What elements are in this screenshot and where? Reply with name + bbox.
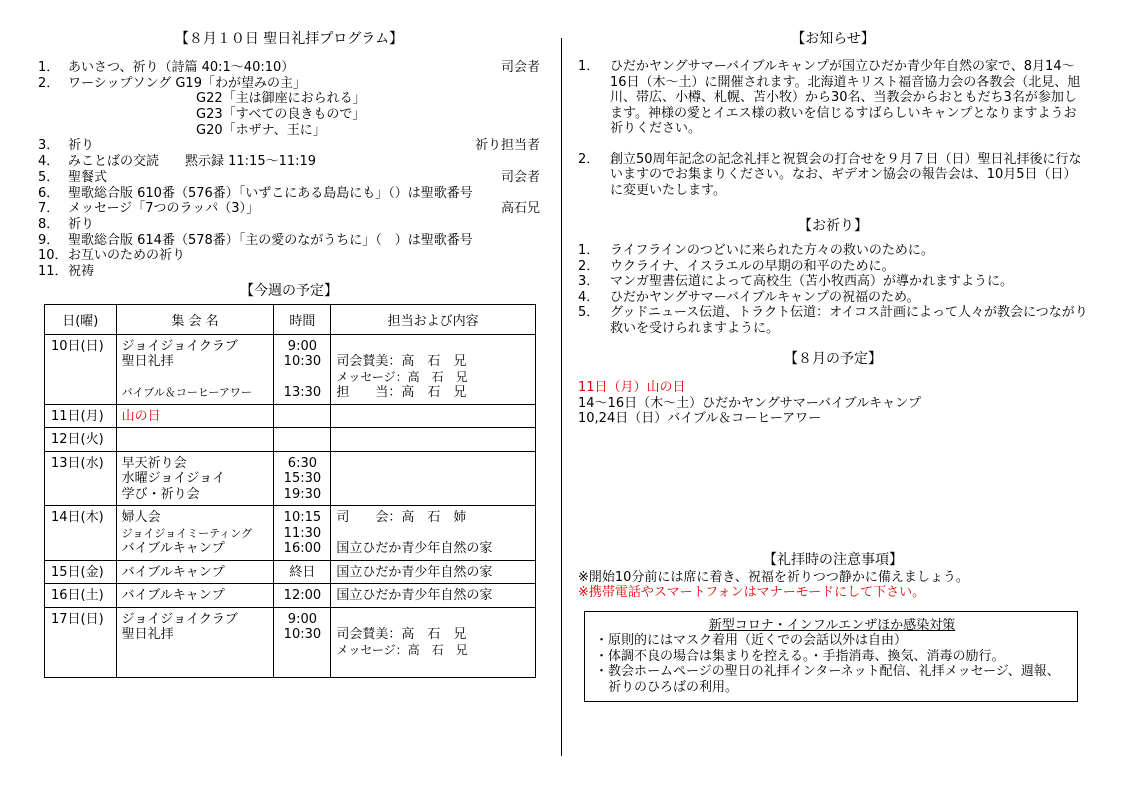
meeting-list — [117, 506, 274, 560]
header-details: 担当および内容 — [331, 304, 536, 334]
time-value — [279, 409, 325, 425]
details-text: 司会賛美：高 石 兄 — [336, 627, 467, 643]
weekly-title: 【今週の予定】 — [240, 282, 338, 299]
time-cell — [274, 607, 331, 677]
meeting-list — [117, 335, 274, 404]
meeting-name: 水曜ジョイジョイ — [121, 471, 226, 487]
program-item-number: 5． — [38, 169, 60, 185]
meeting-list — [117, 405, 274, 428]
program-item — [38, 233, 540, 249]
notices-list — [578, 59, 1088, 198]
program-item — [38, 91, 540, 107]
covid-title: 新型コロナ・インフルエンザほか感染対策 — [708, 617, 956, 633]
details-text — [336, 612, 530, 628]
time-value: 13:30 — [283, 385, 322, 401]
prayers-item-number: 4． — [578, 289, 600, 305]
program-item-text: 祈り — [68, 216, 95, 232]
meeting-cell — [116, 560, 274, 584]
covid-measure-item: ・体調不良の場合は集まりを控える。・手指消毒、換気、消毒の励行。 — [595, 648, 1005, 664]
covid-measure-item: ・教会ホームページの聖日の礼拝インターネット配信、礼拝メッセージ、週報、祈りのひろばの利用。 — [595, 664, 1060, 695]
day-label: 11日(月) — [51, 408, 104, 424]
prayers-item-text: グッドニュース伝道、トラクト伝道：オイコス計画によって人々が教会につながり救いを受けられますように。 — [610, 305, 1088, 336]
time-value: 11:30 — [283, 525, 322, 541]
header-meeting: 集 会 名 — [116, 304, 274, 334]
program-item-text: みことばの交読 黙示録 11:15～11:19 — [68, 154, 317, 170]
details-text — [336, 526, 530, 542]
day-label: 15日(金) — [51, 564, 104, 580]
day-cell — [45, 607, 117, 677]
prayers-item — [578, 274, 1088, 290]
day-label: 14日(木) — [51, 510, 104, 526]
notices-item-number: 1． — [578, 59, 600, 74]
meeting-cell — [116, 404, 274, 428]
notices-item-text: 創立50周年記念の記念礼拝と祝賀会の打合せを９月７日（日）聖日礼拝後に行ないますのでお集まりください。なお、ギデオン協会の報告会は、10月5日（日）に変更いたします。 — [610, 151, 1082, 198]
worship-note-line: ※携帯電話やスマートフォンはマナーモードにして下さい。 — [578, 585, 926, 600]
meeting-name — [122, 643, 269, 659]
program-item-text: G20「ホザナ、王に」 — [196, 122, 326, 138]
day-cell — [45, 506, 117, 561]
day-cell — [45, 334, 117, 404]
program-item — [38, 170, 540, 186]
header-time: 時間 — [274, 304, 331, 334]
meeting-cell — [116, 607, 274, 677]
program-item — [38, 107, 540, 123]
details-text — [336, 409, 530, 425]
day-label: 13日(水) — [51, 455, 104, 471]
meeting-name: バイブルキャンプ — [121, 588, 225, 604]
table-row — [45, 428, 536, 452]
program-item-number: 8． — [38, 216, 60, 232]
meeting-list — [117, 561, 274, 584]
program-item-text: 聖餐式 — [68, 169, 108, 185]
day-cell — [45, 404, 117, 428]
time-value: 9:00 — [287, 338, 317, 354]
august-schedule — [578, 380, 1088, 427]
prayers-item — [578, 290, 1088, 306]
program-item-number: 7． — [38, 201, 60, 217]
meeting-cell — [116, 334, 274, 404]
details-text: 担 当：高 石 兄 — [336, 385, 467, 401]
covid-measure-item: ・原則的にはマスク着用（近くでの会話以外は自由） — [595, 633, 908, 648]
prayers-item — [578, 259, 1088, 275]
details-list — [331, 584, 535, 607]
right-column — [578, 30, 1088, 702]
program-item — [38, 138, 540, 154]
program-item-number: 10． — [38, 248, 68, 264]
meeting-name — [122, 370, 269, 386]
program-item — [38, 201, 540, 217]
prayers-item-text: ライフラインのつどいに来られた方々の救いのために。 — [610, 243, 934, 258]
time-value: 10:15 — [283, 510, 322, 526]
program-item-number: 3． — [38, 138, 60, 154]
details-text: メッセージ：高 石 兄 — [336, 642, 468, 657]
time-value — [279, 658, 325, 674]
time-list — [274, 335, 330, 404]
meeting-name: バイブルキャンプ — [121, 541, 225, 557]
time-list — [274, 452, 330, 506]
covid-measures-box — [584, 611, 1078, 703]
meeting-name: バイブル＆コーヒーアワー — [121, 386, 252, 400]
time-value — [279, 370, 325, 386]
details-text — [336, 456, 530, 472]
table-row — [45, 334, 536, 404]
august-schedule-line: 10,24日（日）バイブル＆コーヒーアワー — [578, 411, 822, 426]
details-text — [336, 487, 530, 503]
details-cell — [331, 506, 536, 561]
worship-note-line: ※開始10分前には席に着き、祝福を祈りつつ静かに備えましょう。 — [578, 569, 969, 585]
august-schedule-line: 11日（月）山の日 — [578, 380, 686, 395]
time-list — [274, 428, 330, 451]
details-text — [336, 658, 530, 674]
details-text: 国立ひだか青少年自然の家 — [336, 541, 493, 557]
program-item-leader: 祈り担当者 — [474, 138, 540, 154]
left-column — [38, 30, 540, 678]
program-item — [38, 76, 540, 92]
prayers-item-text: ひだかヤングサマーバイブルキャンプの祝福のため。 — [610, 289, 920, 305]
details-text — [336, 432, 530, 448]
time-value: 6:30 — [287, 455, 317, 471]
day-label: 17日(日) — [51, 611, 104, 627]
program-item-text: G23「すべての良きもので」 — [196, 107, 366, 123]
weekly-schedule-table — [44, 304, 536, 678]
time-list — [274, 405, 330, 428]
prayers-item-text: ウクライナ、イスラエルの早期の和平のために。 — [610, 258, 895, 274]
details-list — [331, 608, 535, 677]
time-value — [279, 643, 325, 659]
details-cell — [331, 334, 536, 404]
meeting-name: ジョイジョイクラブ — [121, 611, 238, 627]
details-text — [336, 339, 530, 355]
meeting-cell — [116, 428, 274, 452]
program-item — [38, 60, 540, 76]
table-row — [45, 506, 536, 561]
program-item-text: メッセージ「7つのラッパ（3）」 — [68, 201, 260, 217]
header-day: 日(曜) — [45, 304, 117, 334]
meeting-name — [122, 658, 269, 674]
prayers-item-number: 1． — [578, 243, 600, 258]
program-item-leader: 司会者 — [500, 169, 540, 185]
program-item-text: 祈り — [68, 138, 95, 154]
worship-notes — [578, 570, 1088, 601]
table-header-row — [45, 304, 536, 334]
time-list — [274, 584, 330, 607]
meeting-name: バイブルキャンプ — [121, 564, 225, 580]
details-text: 国立ひだか青少年自然の家 — [336, 588, 493, 604]
program-item-text: G22「主は御座におられる」 — [196, 91, 366, 107]
time-value: 16:00 — [283, 541, 322, 557]
notices-item — [578, 59, 1088, 137]
notices-item-number: 2． — [578, 151, 600, 167]
meeting-name: 聖日礼拝 — [121, 627, 174, 643]
details-cell — [331, 560, 536, 584]
meeting-cell — [116, 451, 274, 506]
table-row — [45, 607, 536, 677]
program-item — [38, 154, 540, 170]
prayers-item — [578, 243, 1088, 259]
meeting-cell — [116, 584, 274, 608]
program-item-number: 9． — [38, 232, 60, 248]
time-cell — [274, 428, 331, 452]
program-item — [38, 217, 540, 233]
meeting-name: ジョイジョイミーティング — [121, 526, 253, 540]
program-item-number: 1． — [38, 60, 60, 75]
table-row — [45, 404, 536, 428]
table-row — [45, 584, 536, 608]
column-divider — [561, 38, 562, 756]
time-cell — [274, 451, 331, 506]
prayers-item-number: 2． — [578, 258, 600, 274]
meeting-name: 山の日 — [121, 408, 161, 424]
time-value: 10:30 — [283, 354, 322, 370]
details-list — [331, 506, 535, 560]
august-title: 【８月の予定】 — [784, 351, 882, 367]
program-list — [38, 60, 540, 280]
time-value: 19:30 — [283, 486, 322, 502]
program-item-text: 祝祷 — [68, 263, 95, 279]
program-item-text: お互いのための祈り — [68, 248, 186, 264]
details-text: メッセージ：高 石 兄 — [336, 369, 468, 384]
program-title: 【８月１０日 聖日礼拝プログラム】 — [174, 31, 404, 47]
program-item-leader: 高石兄 — [500, 201, 540, 217]
time-value: 12:00 — [283, 588, 322, 604]
time-cell — [274, 506, 331, 561]
meeting-name: ジョイジョイクラブ — [121, 338, 238, 354]
day-cell — [45, 560, 117, 584]
time-cell — [274, 404, 331, 428]
time-value: 9:00 — [287, 611, 317, 627]
details-cell — [331, 404, 536, 428]
time-value: 15:30 — [283, 471, 322, 487]
notices-item-text: ひだかヤングサマーバイブルキャンプが国立ひだか青少年自然の家で、8月14～16日（木～土）に開催されます。北海道キリスト福音協力会の各教会（北見、旭川、帯広、小樽、札幌、苫小牧）から30名、当教会からおともだち3名が参加します。神様の愛とイエス様の救いを信じるすばらしいキャンプとなりますようお祈りください。 — [610, 59, 1081, 136]
prayers-list — [578, 243, 1088, 336]
meeting-list — [117, 584, 274, 607]
day-cell — [45, 451, 117, 506]
table-row — [45, 451, 536, 506]
august-schedule-line: 14～16日（木～土）ひだかヤングサマーバイブルキャンプ — [578, 395, 922, 411]
program-item-text: 聖歌総合版 610番（576番）「いずこにある島島にも」（）は聖歌番号 — [68, 185, 473, 201]
details-list — [331, 335, 535, 404]
details-text: 司 会：高 石 姉 — [336, 510, 467, 526]
prayers-item-number: 5． — [578, 305, 600, 320]
prayers-title: 【お祈り】 — [798, 218, 868, 234]
program-item — [38, 264, 540, 280]
prayers-item — [578, 305, 1088, 336]
meeting-list — [117, 428, 274, 451]
time-value: 終日 — [289, 564, 316, 580]
program-item-leader: 司会者 — [500, 60, 540, 75]
program-item-number: 6． — [38, 185, 60, 201]
meeting-name: 早天祈り会 — [121, 455, 187, 471]
time-list — [274, 506, 330, 560]
meeting-list — [117, 608, 274, 677]
program-item-number: 4． — [38, 154, 60, 170]
time-cell — [274, 584, 331, 608]
time-list — [274, 608, 330, 677]
program-item-text: 聖歌総合版 614番（578番）「主の愛のながうちに」（ ）は聖歌番号 — [68, 232, 473, 248]
details-list — [331, 428, 535, 451]
notices-title: 【お知らせ】 — [791, 31, 875, 47]
day-cell — [45, 584, 117, 608]
program-item-text: ワーシップソング G19「わが望みの主」 — [68, 75, 306, 91]
meeting-list — [117, 452, 274, 506]
details-text: 国立ひだか青少年自然の家 — [336, 564, 493, 580]
day-label: 16日(土) — [51, 588, 104, 604]
meeting-name — [122, 432, 269, 448]
program-item — [38, 248, 540, 264]
day-label: 12日(火) — [51, 432, 104, 448]
program-item-number: 2． — [38, 75, 60, 91]
details-cell — [331, 428, 536, 452]
day-label: 10日(日) — [51, 338, 104, 354]
time-list — [274, 561, 330, 584]
prayers-item-text: マンガ聖書伝道によって高校生（苫小牧西高）が導かれますように。 — [610, 274, 1014, 289]
meeting-name: 学び・祈り会 — [121, 486, 200, 502]
details-cell — [331, 584, 536, 608]
details-cell — [331, 607, 536, 677]
notices-item — [578, 152, 1088, 199]
time-value — [279, 432, 325, 448]
details-list — [331, 561, 535, 584]
program-item — [38, 186, 540, 202]
program-item — [38, 123, 540, 139]
worship-notes-title: 【礼拝時の注意事項】 — [763, 551, 903, 568]
day-cell — [45, 428, 117, 452]
meeting-cell — [116, 506, 274, 561]
details-list — [331, 405, 535, 428]
details-list — [331, 452, 535, 506]
program-item-text: あいさつ、祈り（詩篇 40:1～40:10） — [68, 60, 295, 75]
meeting-name: 聖日礼拝 — [121, 354, 174, 370]
time-value: 10:30 — [283, 627, 322, 643]
prayers-item-number: 3． — [578, 274, 600, 289]
time-cell — [274, 334, 331, 404]
table-row — [45, 560, 536, 584]
details-text — [336, 471, 530, 487]
meeting-name: 婦人会 — [121, 510, 161, 526]
details-cell — [331, 451, 536, 506]
time-cell — [274, 560, 331, 584]
details-text: 司会賛美：高 石 兄 — [336, 354, 467, 370]
program-item-number: 11． — [38, 263, 68, 279]
